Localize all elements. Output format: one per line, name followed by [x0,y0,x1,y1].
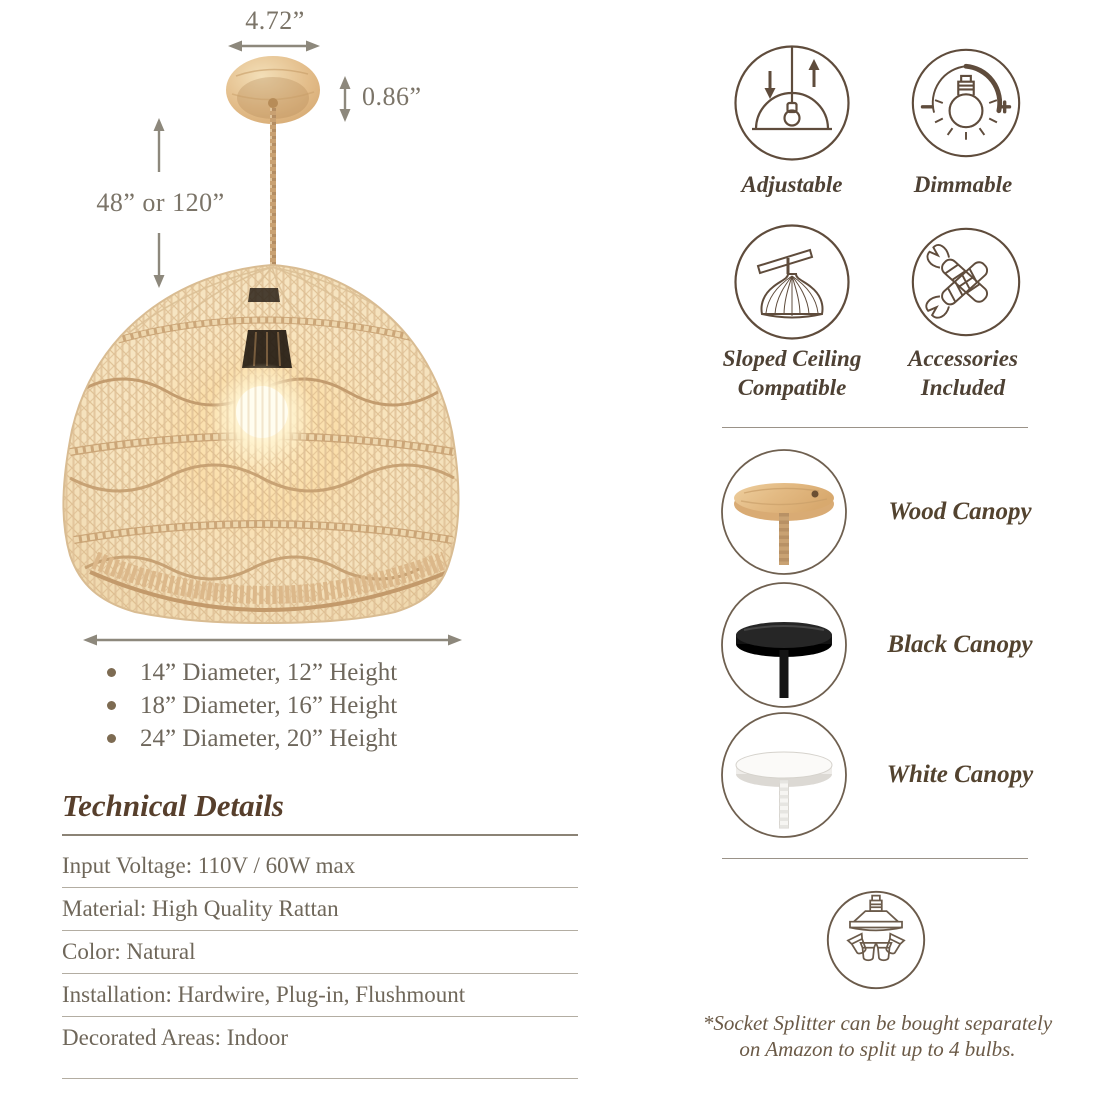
accessories-icon [908,224,1024,340]
adjustable-icon [732,43,852,163]
feature-label-adjustable: Adjustable [741,172,843,197]
size-option: 24” Diameter, 20” Height [95,722,515,755]
size-option: 18” Diameter, 16” Height [95,689,515,722]
cord-length-label: 48” or 120” [96,188,225,217]
feature-label-sloped-ceiling: Sloped Ceiling Compatible [722,346,862,400]
spec-row: Input Voltage: 110V / 60W max [62,845,578,888]
bullet-icon [107,734,116,743]
pendant-lamp-illustration [0,0,660,660]
rope-cord [271,108,273,266]
section-divider [722,858,1028,859]
title-rule [62,834,578,836]
black-canopy-image [719,580,849,710]
sloped-ceiling-icon [732,222,852,342]
size-options-list [95,656,515,755]
socket-splitter-icon [823,887,929,993]
bullet-icon [107,668,116,677]
wood-canopy-image [719,447,849,577]
feature-label-accessories: Accessories Included [908,346,1018,400]
canopy-label-wood: Wood Canopy [888,498,1032,525]
technical-details-table [62,845,578,1079]
spec-row: Installation: Hardwire, Plug-in, Flushmount [62,974,578,1017]
rattan-shade [50,255,470,635]
technical-details-title: Technical Details [62,788,284,823]
canopy-height-label: 0.86” [362,82,422,111]
canopy-height-arrow [340,76,351,122]
diameter-arrow [83,635,462,646]
canopy-label-white: White Canopy [886,761,1034,788]
canopy-label-black: Black Canopy [887,631,1033,658]
spec-row: Color: Natural [62,931,578,974]
socket-splitter-note: *Socket Splitter can be bought separately on Amazon to split up to 4 bulbs. [702,1011,1053,1061]
section-divider [722,427,1028,428]
white-canopy-image [719,710,849,840]
feature-label-dimmable: Dimmable [913,172,1013,197]
dimmable-icon [908,45,1024,161]
size-option: 14” Diameter, 12” Height [95,656,515,689]
canopy-width-arrow [228,41,320,52]
spec-row: Decorated Areas: Indoor [62,1017,578,1079]
bullet-icon [107,701,116,710]
canopy-width-label: 4.72” [245,6,305,35]
spec-row: Material: High Quality Rattan [62,888,578,931]
